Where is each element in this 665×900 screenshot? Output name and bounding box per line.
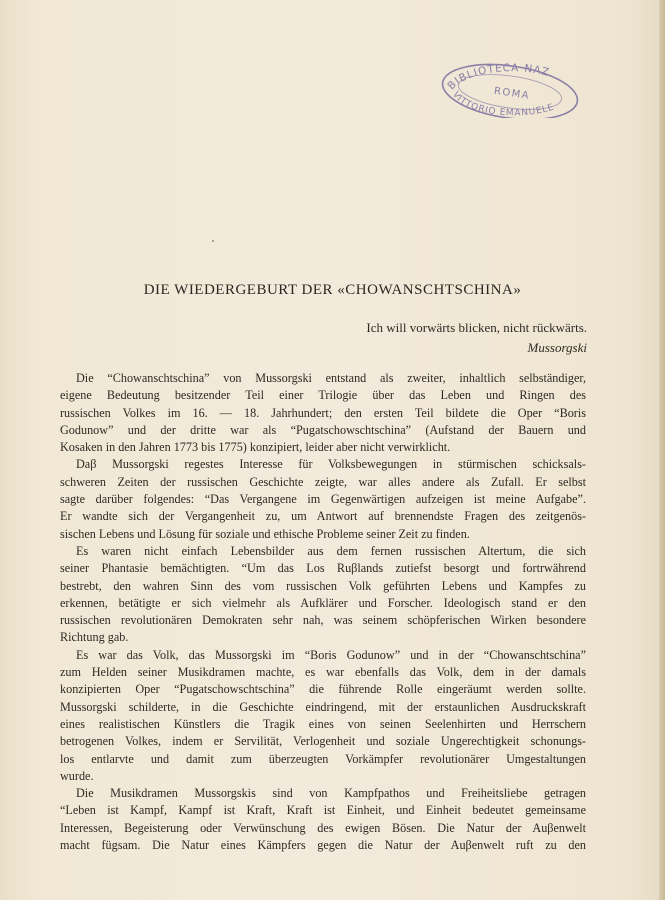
epigraph-author: Mussorgski [527, 340, 587, 355]
stamp-top-text: BIBLIOTECA NAZ. [445, 62, 556, 93]
text-line: eines realistischen Künstlers die Tragik eines von seinen Seelenhirten und Herrschern [60, 716, 586, 731]
library-stamp [436, 56, 582, 118]
text-line: russischen revolutionären Demokraten sehr nah, was seinem schöpferischen Wirken besondere [60, 613, 586, 628]
text-line: Interessen, Begeisterung oder Verwünschung des ewigen Bösen. Die Natur der Auβenwelt [60, 820, 586, 835]
article-body [60, 370, 586, 854]
page-title: DIE WIEDERGEBURT DER «CHOWANSCHTSCHINA» [143, 282, 522, 298]
text-line: zum Helden seiner Musikdramen machte, es war ebenfalls das Volk, dem in der damals [60, 665, 586, 680]
stamp-center-text: ROMA [493, 85, 531, 102]
epigraph [366, 318, 587, 358]
text-line: eigene Bedeutung besitzender Teil einer Trilogie über das Leben und Ringen des [60, 388, 586, 403]
library-stamp-graphic [436, 56, 582, 118]
text-line: Richtung gab. [60, 630, 129, 645]
text-line: erkennen, betätigte er sich vielmehr als Aufklärer und Forscher. Ideologisch stand er den [60, 595, 586, 610]
text-line: schweren Zeiten der russischen Geschichte zeigte, war alles andere als Zufall. Er selbst [60, 474, 586, 489]
text-line: “Leben ist Kampf, Kampf ist Kraft, Kraft ist Einheit, und Einheit bedeutet gemeinsame [60, 803, 586, 818]
text-line: Kosaken in den Jahren 1773 bis 1775) konzipiert, leider aber nicht verwirklicht. [60, 440, 451, 455]
page-edge [659, 0, 665, 900]
text-line: macht fügsam. Die Natur eines Kämpfers gegen die Natur der Auβenwelt ruft zu den [60, 838, 586, 853]
text-line: los entlarvte und damit zum überzeugten Vorkämpfer revolutionärer Umgestaltungen [60, 751, 586, 766]
text-line: bestrebt, den wahren Sinn des vom russischen Volk geführten Lebens und Kampfes zu [60, 578, 586, 593]
text-line: Die “Chowanschtschina” von Mussorgski entstand als zweiter, inhaltlich selbständiger, [76, 371, 586, 385]
epigraph-quote: Ich will vorwärts blicken, nicht rückwärts. [366, 320, 587, 335]
text-line: Die Musikdramen Mussorgskis sind von Kampfpathos und Freiheitsliebe getragen [76, 786, 586, 801]
text-line: konzipierten Oper “Pugatschowschtschina” die führende Rolle eingeräumt werden sollte. [60, 682, 586, 697]
text-line: sischen Lebens und Lösung für soziale und ethische Probleme seiner Zeit zu finden. [60, 526, 470, 541]
text-line: Daβ Mussorgski regestes Interesse für Volksbewegungen in stürmischen schicksals- [76, 457, 586, 472]
text-line: russischen Volkes im 16. — 18. Jahrhundert; den ersten Teil bildete die Oper “Boris [60, 405, 586, 420]
text-line: Mussorgski schilderte, in die Geschichte eindringend, mit der erstaunlichen Ausdruckskraft [60, 699, 586, 714]
text-line: sagte darüber folgendes: “Das Vergangene im Gegenwärtigen aufzeigen ist meine Aufgabe”. [60, 492, 586, 507]
stamp-bottom-text: VITTORIO EMANUELE [450, 89, 556, 118]
text-line: seiner Phantasie bemächtigten. “Um das Los Ruβlands zutiefst besorgt und fortrwährend [60, 561, 586, 576]
text-line: betrogenen Volkes, indem er Servilität, Verlogenheit und soziale Ungerechtigkeit schonungs- [60, 734, 586, 749]
text-line: Godunow” und der dritte war als “Pugatschowschtschina” (Aufstand der Bauern und [60, 422, 586, 437]
text-line: Es war das Volk, das Mussorgski im “Boris Godunow” und in der “Chowanschtschina” [76, 647, 586, 662]
ink-speck [212, 240, 214, 242]
text-line: wurde. [60, 768, 94, 783]
text-line: Er wandte sich der Vergangenheit zu, um Antwort auf brennendste Fragen des zeitgenös- [60, 509, 586, 524]
text-line: Es waren nicht einfach Lebensbilder aus dem fernen russischen Altertum, die sich [76, 543, 586, 558]
